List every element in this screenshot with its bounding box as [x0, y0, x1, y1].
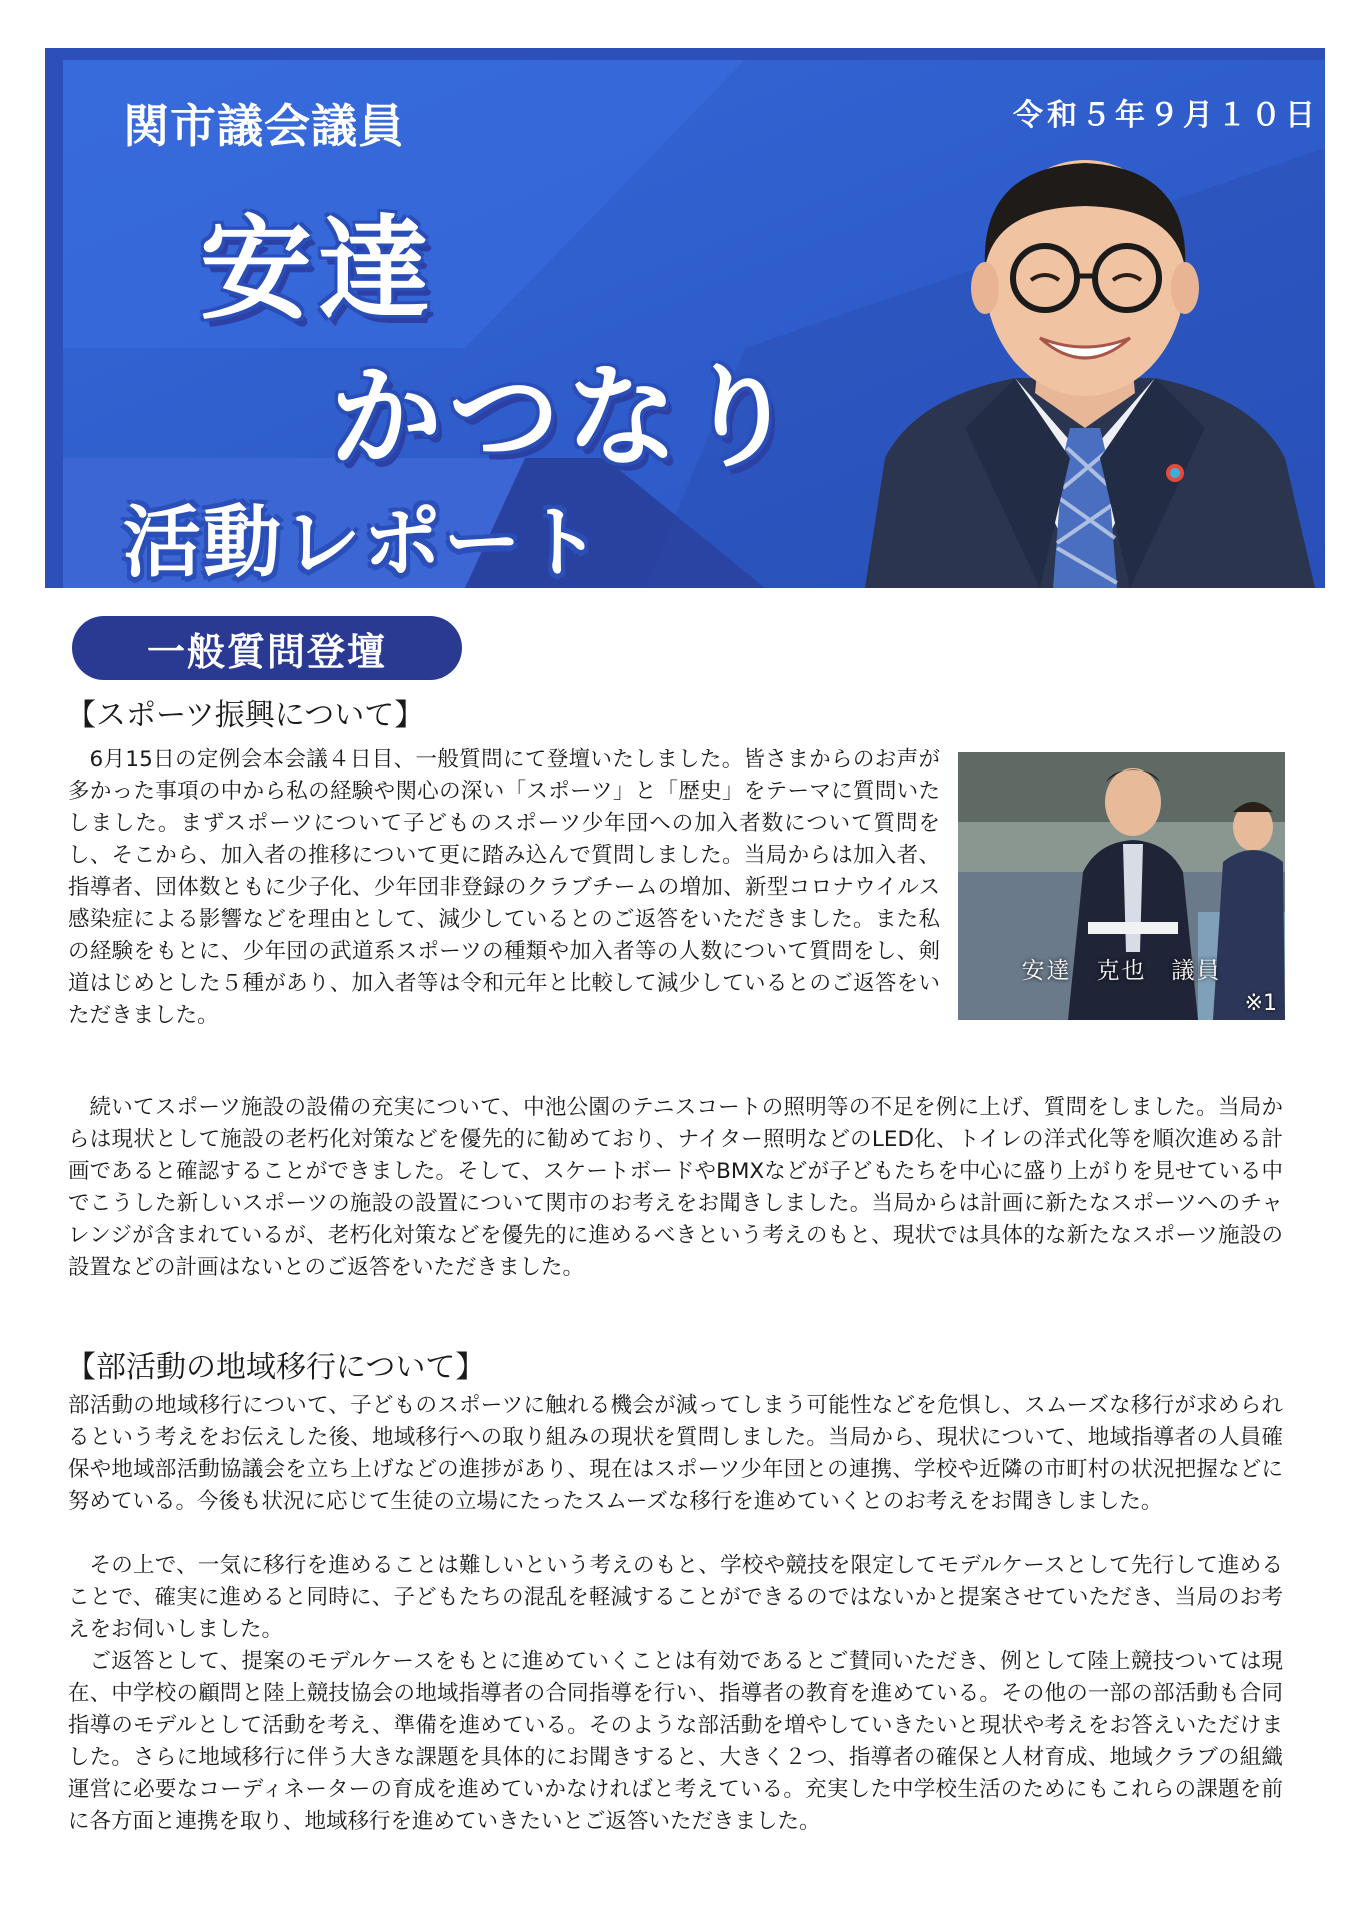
heading-club-activities: 【部活動の地域移行について】 — [66, 1350, 486, 1385]
header-banner — [45, 48, 1325, 588]
heading-sports: 【スポーツ振興について】 — [66, 698, 425, 733]
report-title: 活動レポート — [123, 498, 604, 588]
name-surname: 安達 — [200, 205, 436, 335]
photo-note: ※1 — [1244, 991, 1277, 1016]
sports-paragraph-1: 6月15日の定例会本会議４日目、一般質問にて登壇いたしました。皆さまからのお声が多かった事項の中から私の経験や関心の深い「スポーツ」と「歴史」をテーマに質問いたしました。まずスポーツについて子どものスポーツ少年団への加入者数について質問をし、そこから、加入者の推移について更に踏み込んで質問しました。当局からは加入者、指導者、団体数ともに少子化、少年団非登録のクラブチームの増加、新型コロナウイルス感染症による影響などを理由として、減少しているとのご返答をいただきました。また私の経験をもとに、少年団の武道系スポーツの種類や加入者等の人数について質問をし、剣道はじめとした５種があり、加入者等は令和元年と比較して減少しているとのご返答をいただきました。 — [68, 747, 940, 1028]
header-subtitle: 関市議会議員 — [123, 99, 405, 153]
header-date: 令和５年９月１０日 — [1013, 98, 1319, 133]
club-paragraph-1: 部活動の地域移行について、子どものスポーツに触れる機会が減ってしまう可能性などを危惧し、スムーズな移行が求められるという考えをお伝えした後、地域移行への取り組みの現状を質問しました。当局から、現状について、地域指導者の人員確保や地域部活動協議会を立ち上げなどの進捗があり、現在はスポーツ少年団との連携、学校や近隣の市町村の状況把握などに努めている。今後も状況に応じて生徒の立場にたったスムーズな移行を進めていくとのお考えをお聞きしました。 — [68, 1393, 1283, 1514]
club-paragraph-2: その上で、一気に移行を進めることは難しいという考えのもと、学校や競技を限定してモデルケースとして先行して進めることで、確実に進めると同時に、子どもたちの混乱を軽減することができるのではないかと提案させていただき、当局のお考えをお伺いしました。 — [68, 1553, 1283, 1642]
club-paragraph-3: ご返答として、提案のモデルケースをもとに進めていくことは有効であるとご賛同いただき、例として陸上競技ついては現在、中学校の顧問と陸上競技協会の地域指導者の合同指導を行い、指導者の教育を進めている。その他の一部の部活動も合同指導のモデルとして活動を考え、準備を進めている。そのような部活動を増やしていきたいと現状や考えをお答えいただけました。さらに地域移行に伴う大きな課題を具体的にお聞きすると、大きく２つ、指導者の確保と人材育成、地域クラブの組織運営に必要なコーディネーターの育成を進めていかなければと考えている。充実した中学校生活のためにもこれらの課題を前に各方面と連携を取り、地域移行を進めていきたいとご返答いただきました。 — [68, 1649, 1283, 1834]
sports-paragraph-2: 続いてスポーツ施設の設備の充実について、中池公園のテニスコートの照明等の不足を例に上げ、質問をしました。当局からは現状として施設の老朽化対策などを優先的に勧めており、ナイター照明などのLED化、トイレの洋式化等を順次進める計画であると確認することができました。そして、スケートボードやBMXなどが子どもたちを中心に盛り上がりを見せている中でこうした新しいスポーツの施設の設置について関市のお考えをお聞きしました。当局からは計画に新たなスポーツへのチャレンジが含まれているが、老朽化対策などを優先的に進めるべきという考えのもと、現状では具体的な新たなスポーツ施設の設置などの計画はないとのご返答をいただきました。 — [68, 1095, 1283, 1280]
portrait-image — [845, 128, 1325, 588]
name-given: かつなり — [330, 353, 802, 483]
assembly-photo — [958, 752, 1285, 1020]
section-pill-general-question: 一般質問登壇 — [72, 616, 462, 680]
photo-caption: 安達 克也 議員 — [1021, 958, 1222, 984]
